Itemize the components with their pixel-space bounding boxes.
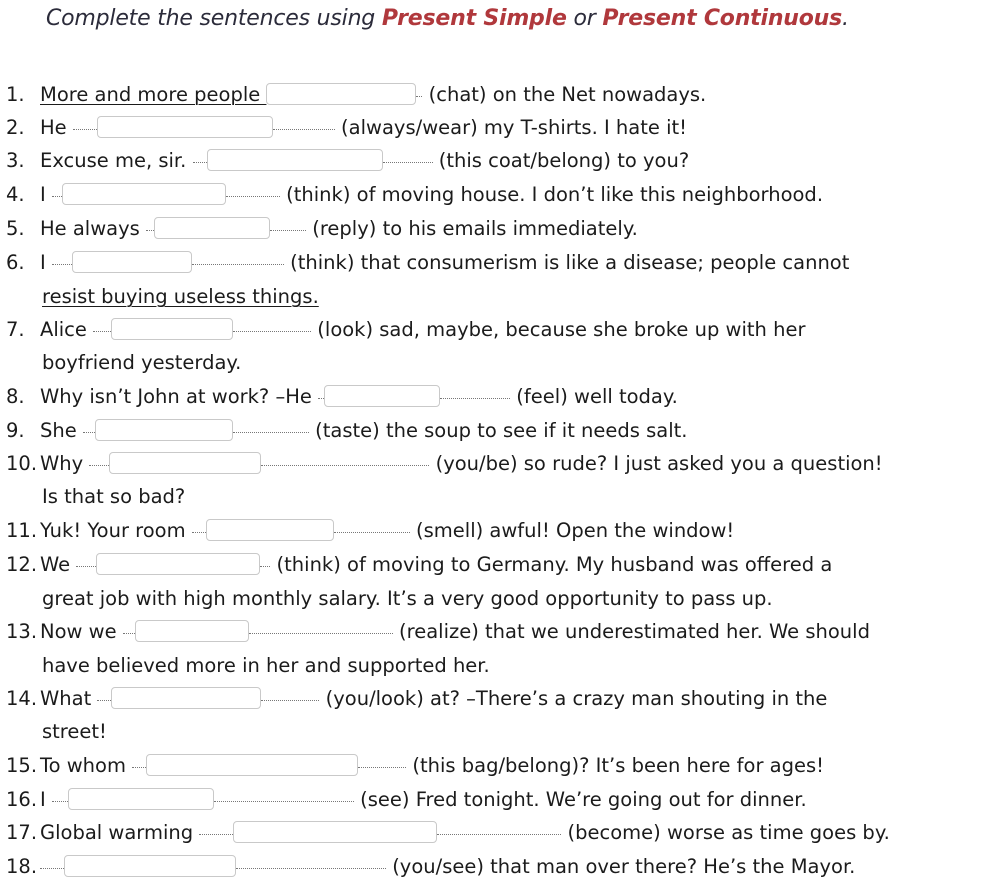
sentence-number: 13. (6, 620, 38, 643)
sentence-number: 17. (6, 821, 38, 844)
sentence-number: 18. (6, 855, 38, 878)
sentence-5 (6, 214, 638, 244)
dotted-line (358, 766, 406, 768)
title-tense-present-simple: Present Simple (381, 6, 567, 31)
sentence-number: 7. (6, 318, 25, 341)
sentence-text-before: She (40, 419, 83, 442)
sentence-number: 4. (6, 183, 25, 206)
dotted-line (437, 833, 561, 835)
sentence-15 (6, 751, 824, 781)
dotted-line (236, 867, 386, 869)
sentence-text-before: I (40, 183, 52, 206)
sentence-17 (6, 818, 890, 848)
title-text-1: Complete the sentences using (46, 6, 382, 31)
answer-box[interactable] (206, 519, 334, 541)
sentence-text-before: More and more people (40, 83, 267, 106)
title-text-2: or (566, 6, 603, 31)
sentence-text-after: (think) of moving house. I don’t like this neighborhood. (279, 183, 824, 206)
sentence-2 (6, 113, 687, 143)
sentence-text-after: (chat) on the Net nowadays. (422, 83, 707, 106)
dotted-line (89, 464, 109, 466)
title-tense-present-continuous: Present Continuous (602, 6, 843, 31)
sentence-text-after: (realize) that we underestimated her. We should (392, 620, 870, 643)
sentence-text-before: He always (40, 217, 147, 240)
answer-box[interactable] (135, 620, 249, 642)
sentence-text-after: (this bag/belong)? It’s been here for ages! (406, 754, 824, 777)
dotted-line (233, 330, 311, 332)
dotted-line (199, 833, 233, 835)
sentence-10 (6, 449, 883, 479)
answer-box[interactable] (233, 821, 437, 843)
sentence-text-after: (smell) awful! Open the window! (409, 519, 735, 542)
sentence-number: 11. (6, 519, 38, 542)
dotted-line (192, 263, 284, 265)
sentence-1 (6, 80, 706, 110)
dotted-line (270, 229, 306, 231)
sentence-continuation: great job with high monthly salary. It’s a very good opportunity to pass up. (42, 587, 773, 610)
sentence-text-after: (become) worse as time goes by. (561, 821, 890, 844)
answer-box[interactable] (72, 251, 192, 273)
dotted-line (214, 800, 354, 802)
dotted-line (334, 531, 410, 533)
sentence-number: 12. (6, 553, 38, 576)
answer-box[interactable] (62, 183, 226, 205)
answer-box[interactable] (109, 452, 261, 474)
sentence-number: 8. (6, 385, 25, 408)
sentence-continuation: Is that so bad? (42, 485, 186, 508)
answer-box[interactable] (68, 788, 214, 810)
sentence-3 (6, 146, 689, 176)
dotted-line (93, 330, 111, 332)
dotted-line (233, 431, 309, 433)
sentence-text-after: (look) sad, maybe, because she broke up with her (311, 318, 806, 341)
sentence-text-after: (reply) to his emails immediately. (306, 217, 638, 240)
answer-box[interactable] (64, 855, 236, 877)
dotted-line (260, 565, 270, 567)
dotted-line (52, 263, 72, 265)
sentence-text-before: Why isn’t John at work? –He (40, 385, 319, 408)
sentence-number: 1. (6, 83, 25, 106)
sentence-text-before: What (40, 687, 98, 710)
instructions-title (46, 6, 849, 31)
sentence-18 (6, 852, 855, 882)
sentence-text-before: He (40, 116, 73, 139)
dotted-line (52, 800, 68, 802)
answer-box[interactable] (146, 754, 358, 776)
dotted-line (416, 95, 422, 97)
answer-box[interactable] (97, 116, 273, 138)
dotted-line (52, 195, 62, 197)
dotted-line (83, 431, 95, 433)
answer-box[interactable] (266, 83, 416, 105)
sentence-continuation: have believed more in her and supported her. (42, 654, 490, 677)
sentence-text-after: (always/wear) my T-shirts. I hate it! (334, 116, 687, 139)
sentence-16 (6, 785, 807, 815)
sentence-text-before: Now we (40, 620, 123, 643)
sentence-14 (6, 684, 827, 714)
dotted-line (249, 632, 393, 634)
dotted-line (193, 161, 207, 163)
sentence-number: 10. (6, 452, 38, 475)
dotted-line (132, 766, 146, 768)
sentence-number: 3. (6, 149, 25, 172)
answer-box[interactable] (96, 553, 260, 575)
sentence-text-after: (feel) well today. (510, 385, 678, 408)
sentence-number: 5. (6, 217, 25, 240)
sentence-12 (6, 550, 832, 580)
sentence-9 (6, 416, 688, 446)
dotted-line (146, 229, 154, 231)
sentence-text-before: I (40, 251, 52, 274)
sentence-number: 16. (6, 788, 38, 811)
dotted-line (261, 699, 319, 701)
sentence-text-after: (taste) the soup to see if it needs salt. (308, 419, 688, 442)
dotted-line (192, 531, 206, 533)
sentence-13 (6, 617, 870, 647)
sentence-number: 14. (6, 687, 38, 710)
sentence-text-before: Global warming (40, 821, 200, 844)
sentence-8 (6, 382, 678, 412)
dotted-line (440, 397, 510, 399)
sentence-text-before: I (40, 788, 52, 811)
sentence-text-after: (you/see) that man over there? He’s the Mayor. (386, 855, 856, 878)
sentence-number: 6. (6, 251, 25, 274)
dotted-line (123, 632, 135, 634)
sentence-text-before: Why (40, 452, 90, 475)
dotted-line (76, 565, 96, 567)
dotted-line (383, 161, 433, 163)
sentence-4 (6, 180, 823, 210)
answer-box[interactable] (207, 149, 383, 171)
sentence-text-before: We (40, 553, 77, 576)
sentence-text-after: (you/look) at? –There’s a crazy man shouting in the (319, 687, 828, 710)
sentence-6 (6, 248, 849, 278)
sentence-text-before: Alice (40, 318, 94, 341)
sentence-continuation: boyfriend yesterday. (42, 351, 242, 374)
dotted-line (261, 464, 429, 466)
sentence-7 (6, 315, 805, 345)
sentence-text-after: (see) Fred tonight. We’re going out for dinner. (353, 788, 807, 811)
dotted-line (226, 195, 280, 197)
dotted-line (97, 699, 111, 701)
sentence-number: 2. (6, 116, 25, 139)
sentence-continuation: resist buying useless things. (42, 285, 319, 308)
answer-box[interactable] (111, 687, 261, 709)
answer-box[interactable] (111, 318, 233, 340)
sentence-11 (6, 516, 734, 546)
sentence-number: 15. (6, 754, 38, 777)
title-text-3: . (842, 6, 849, 31)
sentence-text-after: (think) of moving to Germany. My husband was offered a (270, 553, 833, 576)
sentence-number: 9. (6, 419, 25, 442)
answer-box[interactable] (154, 217, 270, 239)
dotted-line (273, 128, 335, 130)
answer-box[interactable] (95, 419, 233, 441)
sentence-text-after: (this coat/belong) to you? (432, 149, 690, 172)
dotted-line (40, 867, 64, 869)
sentence-text-after: (think) that consumerism is like a disease; people cannot (283, 251, 850, 274)
sentence-continuation: street! (42, 720, 107, 743)
dotted-line (73, 128, 97, 130)
sentence-text-before: To whom (40, 754, 133, 777)
sentence-text-before: Excuse me, sir. (40, 149, 193, 172)
sentence-text-before: Yuk! Your room (40, 519, 192, 542)
answer-box[interactable] (324, 385, 440, 407)
sentence-text-after: (you/be) so rude? I just asked you a question! (429, 452, 883, 475)
